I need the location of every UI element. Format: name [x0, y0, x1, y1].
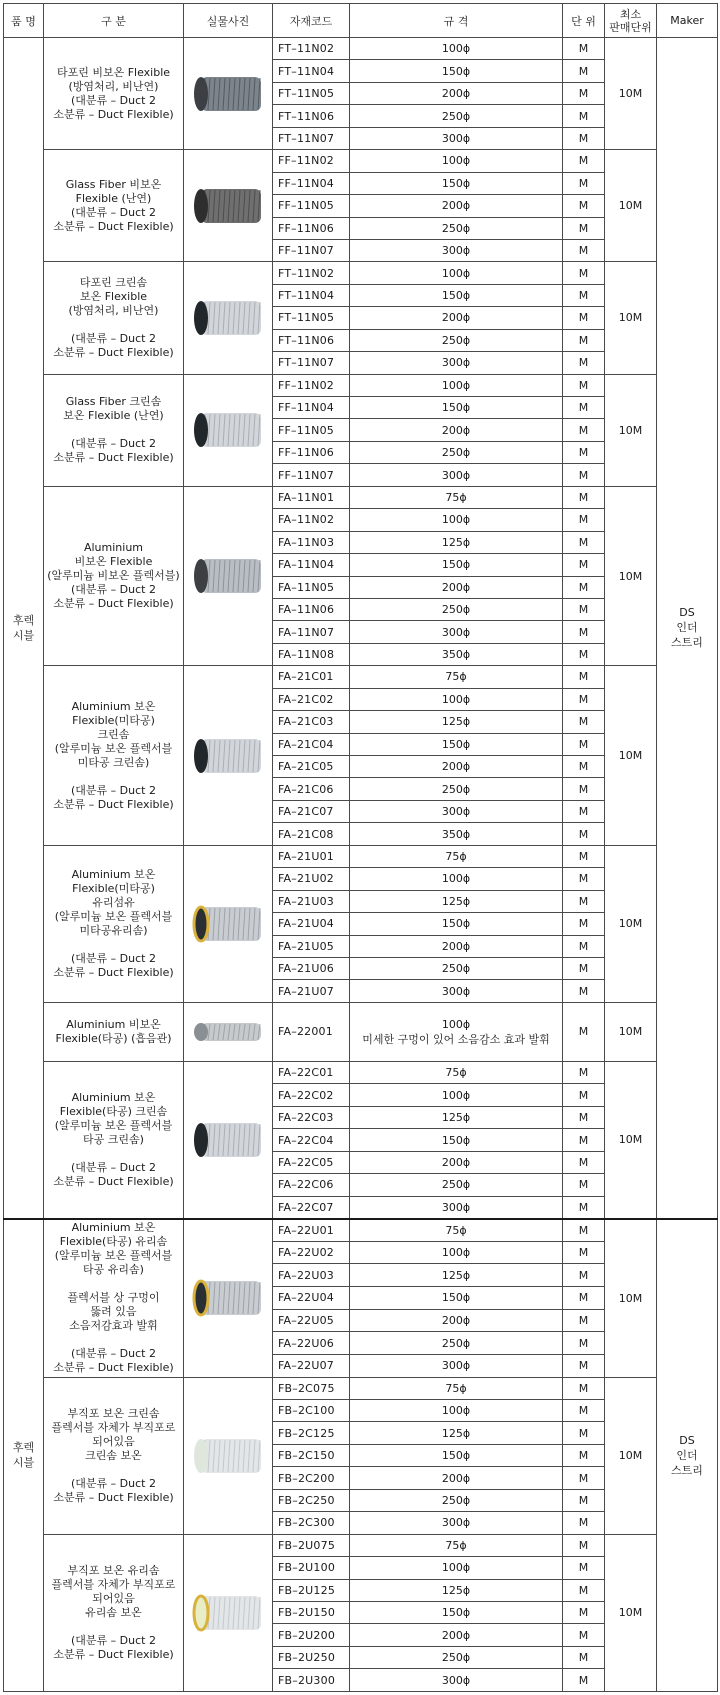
spec-value: 100ɸ: [350, 688, 563, 710]
material-code: FA–22U01: [273, 1219, 350, 1242]
table-row: [4, 1061, 718, 1083]
aluminium-insulated-duct-icon: [189, 1118, 267, 1162]
spec-value: 125ɸ: [350, 1106, 563, 1128]
unit-value: M: [563, 374, 605, 396]
material-code: FA–22C07: [273, 1196, 350, 1218]
spec-value: 200ɸ: [350, 1309, 563, 1332]
nonwoven-duct-icon: [189, 1434, 267, 1478]
spec-value: 250ɸ: [350, 778, 563, 800]
spec-value: 150ɸ: [350, 397, 563, 419]
spec-value: 100ɸ 미세한 구멍이 있어 소음감소 효과 발휘: [350, 1002, 563, 1061]
spec-value: 300ɸ: [350, 352, 563, 374]
spec-value: 100ɸ: [350, 262, 563, 284]
spec-value: 125ɸ: [350, 1264, 563, 1287]
material-code: FA–11N05: [273, 576, 350, 598]
material-code: FA–11N01: [273, 486, 350, 508]
material-code: FF–11N07: [273, 464, 350, 486]
spec-value: 200ɸ: [350, 195, 563, 217]
unit-value: M: [563, 105, 605, 127]
table-row: [4, 1219, 718, 1242]
spec-value: 100ɸ: [350, 509, 563, 531]
insulated-duct-icon: [189, 408, 267, 452]
material-code: FA–11N04: [273, 554, 350, 576]
spec-value: 300ɸ: [350, 621, 563, 643]
spec-value: 250ɸ: [350, 957, 563, 979]
material-code: FA–11N02: [273, 509, 350, 531]
unit-value: M: [563, 1106, 605, 1128]
header-row: [4, 4, 718, 38]
spec-value: 150ɸ: [350, 913, 563, 935]
header-min-unit: 최소 판매단위: [605, 4, 657, 38]
unit-value: M: [563, 1196, 605, 1218]
header-code: 자재코드: [273, 4, 350, 38]
unit-value: M: [563, 756, 605, 778]
unit-value: M: [563, 1264, 605, 1287]
spec-value: 250ɸ: [350, 217, 563, 239]
unit-value: M: [563, 800, 605, 822]
unit-value: M: [563, 1422, 605, 1444]
spec-value: 200ɸ: [350, 419, 563, 441]
material-code: FA–21U05: [273, 935, 350, 957]
material-code: FF–11N07: [273, 239, 350, 261]
header-category: 구 분: [44, 4, 184, 38]
header-spec: 규 격: [350, 4, 563, 38]
product-photo-cell: [184, 845, 273, 1002]
unit-value: M: [563, 957, 605, 979]
min-sale-unit: 10M: [605, 262, 657, 374]
insulated-duct-icon: [189, 296, 267, 340]
material-code: FA–21C08: [273, 823, 350, 845]
min-sale-unit: 10M: [605, 374, 657, 486]
material-code: FA–22001: [273, 1002, 350, 1061]
unit-value: M: [563, 1174, 605, 1196]
category-description: 부직포 보온 유리솜 플렉서블 자체가 부직포로 되어있음 유리솜 보온 (대분류 – Duct 2 소분류 – Duct Flexible): [44, 1534, 184, 1691]
unit-value: M: [563, 150, 605, 172]
header-product-name: 품 명: [4, 4, 44, 38]
unit-value: M: [563, 913, 605, 935]
min-sale-unit: 10M: [605, 1534, 657, 1691]
unit-value: M: [563, 352, 605, 374]
gray-fiber-duct-icon: [189, 184, 267, 228]
spec-value: 125ɸ: [350, 711, 563, 733]
spec-value: 200ɸ: [350, 1467, 563, 1489]
spec-value: 300ɸ: [350, 1196, 563, 1218]
spec-value: 75ɸ: [350, 1219, 563, 1242]
spec-value: 300ɸ: [350, 800, 563, 822]
spec-value: 150ɸ: [350, 1444, 563, 1466]
unit-value: M: [563, 1377, 605, 1399]
material-code: FA–22C02: [273, 1084, 350, 1106]
unit-value: M: [563, 1241, 605, 1264]
unit-value: M: [563, 397, 605, 419]
spec-value: 75ɸ: [350, 1534, 563, 1556]
material-code: FB–2C125: [273, 1422, 350, 1444]
unit-value: M: [563, 598, 605, 620]
unit-value: M: [563, 172, 605, 194]
material-code: FA–11N08: [273, 643, 350, 665]
material-code: FB–2U125: [273, 1579, 350, 1601]
spec-value: 250ɸ: [350, 329, 563, 351]
material-code: FA–21C07: [273, 800, 350, 822]
spec-value: 250ɸ: [350, 105, 563, 127]
spec-value: 150ɸ: [350, 284, 563, 306]
material-code: FA–22C01: [273, 1061, 350, 1083]
product-photo-cell: [184, 374, 273, 486]
material-code: FT–11N04: [273, 60, 350, 82]
product-photo-cell: [184, 1377, 273, 1534]
unit-value: M: [563, 733, 605, 755]
unit-value: M: [563, 127, 605, 149]
material-code: FB–2U150: [273, 1601, 350, 1623]
unit-value: M: [563, 1061, 605, 1083]
header-unit: 단 위: [563, 4, 605, 38]
table-row: [4, 38, 718, 60]
material-code: FT–11N07: [273, 352, 350, 374]
table-row: [4, 150, 718, 172]
spec-value: 75ɸ: [350, 486, 563, 508]
min-sale-unit: 10M: [605, 38, 657, 150]
category-description: Aluminium 보온 Flexible(타공) 유리솜 (알루미늄 보온 플렉서블 타공 유리솜) 플렉서블 상 구멍이 뚫려 있음 소음저감효과 발휘 (대분류 – Duct 2 소분류 – Duct Flexible): [44, 1219, 184, 1378]
aluminium-duct-icon: [189, 554, 267, 598]
spec-value: 250ɸ: [350, 1174, 563, 1196]
unit-value: M: [563, 1219, 605, 1242]
material-code: FA–22U03: [273, 1264, 350, 1287]
spec-value: 300ɸ: [350, 1669, 563, 1692]
unit-value: M: [563, 1467, 605, 1489]
spec-value: 300ɸ: [350, 980, 563, 1002]
unit-value: M: [563, 1557, 605, 1579]
material-code: FA–21U07: [273, 980, 350, 1002]
unit-value: M: [563, 845, 605, 867]
unit-value: M: [563, 823, 605, 845]
material-code: FB–2U250: [273, 1646, 350, 1668]
product-name-cell: 후렉 시블: [4, 38, 44, 1219]
spec-value: 150ɸ: [350, 172, 563, 194]
material-code: FF–11N06: [273, 441, 350, 463]
unit-value: M: [563, 643, 605, 665]
material-code: FF–11N02: [273, 374, 350, 396]
material-code: FA–21C03: [273, 711, 350, 733]
material-code: FB–2U300: [273, 1669, 350, 1692]
unit-value: M: [563, 1534, 605, 1556]
min-sale-unit: 10M: [605, 666, 657, 846]
unit-value: M: [563, 1444, 605, 1466]
material-code: FT–11N02: [273, 262, 350, 284]
spec-value: 125ɸ: [350, 890, 563, 912]
spec-value: 200ɸ: [350, 1151, 563, 1173]
material-code: FA–21C05: [273, 756, 350, 778]
unit-value: M: [563, 666, 605, 688]
unit-value: M: [563, 1646, 605, 1668]
unit-value: M: [563, 1151, 605, 1173]
material-code: FA–22C05: [273, 1151, 350, 1173]
unit-value: M: [563, 239, 605, 261]
spec-value: 125ɸ: [350, 1579, 563, 1601]
unit-value: M: [563, 82, 605, 104]
spec-value: 300ɸ: [350, 127, 563, 149]
unit-value: M: [563, 329, 605, 351]
unit-value: M: [563, 711, 605, 733]
unit-value: M: [563, 38, 605, 60]
material-code: FT–11N05: [273, 307, 350, 329]
spec-value: 150ɸ: [350, 554, 563, 576]
material-code: FA–22U05: [273, 1309, 350, 1332]
material-code: FB–2C200: [273, 1467, 350, 1489]
spec-value: 250ɸ: [350, 1332, 563, 1355]
material-code: FB–2C075: [273, 1377, 350, 1399]
spec-value: 350ɸ: [350, 823, 563, 845]
unit-value: M: [563, 1354, 605, 1377]
material-code: FF–11N04: [273, 172, 350, 194]
material-code: FA–21C06: [273, 778, 350, 800]
spec-value: 150ɸ: [350, 60, 563, 82]
spec-value: 125ɸ: [350, 1422, 563, 1444]
category-description: Aluminium 보온 Flexible(미타공) 크린솜 (알루미늄 보온 플렉서블 미타공 크린솜) (대분류 – Duct 2 소분류 – Duct Flexible): [44, 666, 184, 846]
min-sale-unit: 10M: [605, 1061, 657, 1218]
dark-foil-duct-icon: [189, 72, 267, 116]
spec-value: 200ɸ: [350, 82, 563, 104]
material-code: FA–11N07: [273, 621, 350, 643]
min-sale-unit: 10M: [605, 1219, 657, 1378]
spec-value: 75ɸ: [350, 666, 563, 688]
material-code: FB–2C100: [273, 1400, 350, 1422]
material-code: FF–11N02: [273, 150, 350, 172]
product-photo-cell: [184, 666, 273, 846]
table-row: [4, 666, 718, 688]
spec-value: 250ɸ: [350, 1489, 563, 1511]
unit-value: M: [563, 217, 605, 239]
header-photo: 실물사진: [184, 4, 273, 38]
material-code: FT–11N06: [273, 105, 350, 127]
spec-value: 250ɸ: [350, 598, 563, 620]
material-code: FT–11N02: [273, 38, 350, 60]
material-code: FA–21U01: [273, 845, 350, 867]
spec-value: 200ɸ: [350, 756, 563, 778]
spec-value: 200ɸ: [350, 307, 563, 329]
material-code: FA–11N03: [273, 531, 350, 553]
category-description: 타포린 비보온 Flexible (방염처리, 비난연) (대분류 – Duct 2 소분류 – Duct Flexible): [44, 38, 184, 150]
material-code: FA–21U03: [273, 890, 350, 912]
unit-value: M: [563, 868, 605, 890]
material-code: FB–2C250: [273, 1489, 350, 1511]
spec-value: 300ɸ: [350, 1512, 563, 1534]
unit-value: M: [563, 1489, 605, 1511]
unit-value: M: [563, 1002, 605, 1061]
spec-value: 75ɸ: [350, 1061, 563, 1083]
min-sale-unit: 10M: [605, 1002, 657, 1061]
material-code: FA–21U02: [273, 868, 350, 890]
unit-value: M: [563, 935, 605, 957]
unit-value: M: [563, 486, 605, 508]
category-description: 부직포 보온 크린솜 플렉서블 자체가 부직포로 되어있음 크린솜 보온 (대분류 – Duct 2 소분류 – Duct Flexible): [44, 1377, 184, 1534]
unit-value: M: [563, 1129, 605, 1151]
material-code: FA–22C03: [273, 1106, 350, 1128]
unit-value: M: [563, 509, 605, 531]
unit-value: M: [563, 307, 605, 329]
table-row: [4, 1534, 718, 1556]
material-code: FT–11N07: [273, 127, 350, 149]
product-name-cell: 후렉 시블: [4, 1219, 44, 1692]
unit-value: M: [563, 576, 605, 598]
material-code: FT–11N06: [273, 329, 350, 351]
spec-value: 200ɸ: [350, 576, 563, 598]
header-maker: Maker: [657, 4, 718, 38]
material-code: FA–22U02: [273, 1241, 350, 1264]
unit-value: M: [563, 419, 605, 441]
unit-value: M: [563, 262, 605, 284]
table-body: [4, 38, 718, 1692]
spec-value: 75ɸ: [350, 1377, 563, 1399]
spec-value: 150ɸ: [350, 1601, 563, 1623]
spec-value: 300ɸ: [350, 1354, 563, 1377]
material-code: FA–11N06: [273, 598, 350, 620]
nonwoven-glasswool-duct-icon: [189, 1591, 267, 1635]
spec-value: 100ɸ: [350, 1557, 563, 1579]
unit-value: M: [563, 1286, 605, 1309]
unit-value: M: [563, 60, 605, 82]
spec-value: 200ɸ: [350, 935, 563, 957]
material-code: FF–11N05: [273, 419, 350, 441]
unit-value: M: [563, 1309, 605, 1332]
unit-value: M: [563, 554, 605, 576]
product-photo-cell: [184, 1219, 273, 1378]
material-code: FT–11N05: [273, 82, 350, 104]
material-code: FA–21U06: [273, 957, 350, 979]
unit-value: M: [563, 1669, 605, 1692]
spec-value: 300ɸ: [350, 464, 563, 486]
material-code: FA–21U04: [273, 913, 350, 935]
product-photo-cell: [184, 486, 273, 666]
spec-value: 250ɸ: [350, 1646, 563, 1668]
unit-value: M: [563, 284, 605, 306]
material-code: FA–22C06: [273, 1174, 350, 1196]
unit-value: M: [563, 688, 605, 710]
material-code: FB–2C150: [273, 1444, 350, 1466]
spec-value: 250ɸ: [350, 441, 563, 463]
spec-value: 150ɸ: [350, 1129, 563, 1151]
aluminium-glasswool-duct-icon: [189, 1276, 267, 1320]
product-photo-cell: [184, 150, 273, 262]
product-photo-cell: [184, 38, 273, 150]
material-code: FA–22U06: [273, 1332, 350, 1355]
material-code: FB–2U075: [273, 1534, 350, 1556]
material-code: FB–2U200: [273, 1624, 350, 1646]
material-code: FA–22C04: [273, 1129, 350, 1151]
unit-value: M: [563, 621, 605, 643]
spec-value: 75ɸ: [350, 845, 563, 867]
material-code: FB–2U100: [273, 1557, 350, 1579]
unit-value: M: [563, 195, 605, 217]
material-code: FA–21C04: [273, 733, 350, 755]
unit-value: M: [563, 1624, 605, 1646]
maker-cell: DS 인더 스트리: [657, 38, 718, 1219]
category-description: Aluminium 보온 Flexible(미타공) 유리섬유 (알루미늄 보온 플렉서블 미타공유리솜) (대분류 – Duct 2 소분류 – Duct Flexible): [44, 845, 184, 1002]
product-photo-cell: [184, 1061, 273, 1218]
category-description: Aluminium 비보온 Flexible(타공) (흡음관): [44, 1002, 184, 1061]
category-description: 타포린 크린솜 보온 Flexible (방염처리, 비난연) (대분류 – Duct 2 소분류 – Duct Flexible): [44, 262, 184, 374]
category-description: Aluminium 보온 Flexible(타공) 크린솜 (알루미늄 보온 플렉서블 타공 크린솜) (대분류 – Duct 2 소분류 – Duct Flexible): [44, 1061, 184, 1218]
unit-value: M: [563, 1400, 605, 1422]
unit-value: M: [563, 890, 605, 912]
aluminium-glasswool-duct-icon: [189, 902, 267, 946]
unit-value: M: [563, 464, 605, 486]
category-description: Glass Fiber 크린솜 보온 Flexible (난연) (대분류 – Duct 2 소분류 – Duct Flexible): [44, 374, 184, 486]
spec-value: 100ɸ: [350, 1400, 563, 1422]
unit-value: M: [563, 980, 605, 1002]
spec-value: 100ɸ: [350, 1241, 563, 1264]
table-row: [4, 374, 718, 396]
unit-value: M: [563, 1512, 605, 1534]
material-code: FB–2C300: [273, 1512, 350, 1534]
spec-value: 125ɸ: [350, 531, 563, 553]
material-code: FA–21C02: [273, 688, 350, 710]
aluminium-insulated-duct-icon: [189, 734, 267, 778]
table-row: [4, 1002, 718, 1061]
product-photo-cell: [184, 262, 273, 374]
table-row: [4, 845, 718, 867]
spec-value: 150ɸ: [350, 1286, 563, 1309]
unit-value: M: [563, 441, 605, 463]
maker-cell: DS 인더 스트리: [657, 1219, 718, 1692]
spec-value: 100ɸ: [350, 868, 563, 890]
min-sale-unit: 10M: [605, 486, 657, 666]
spec-value: 100ɸ: [350, 1084, 563, 1106]
material-code: FF–11N04: [273, 397, 350, 419]
spec-value: 100ɸ: [350, 38, 563, 60]
category-description: Aluminium 비보온 Flexible (알루미늄 비보온 플렉서블) (대분류 – Duct 2 소분류 – Duct Flexible): [44, 486, 184, 666]
perforated-duct-icon: [189, 1010, 267, 1054]
spec-value: 150ɸ: [350, 733, 563, 755]
unit-value: M: [563, 778, 605, 800]
material-code: FT–11N04: [273, 284, 350, 306]
product-photo-cell: [184, 1534, 273, 1691]
category-description: Glass Fiber 비보온 Flexible (난연) (대분류 – Duct 2 소분류 – Duct Flexible): [44, 150, 184, 262]
unit-value: M: [563, 1579, 605, 1601]
spec-value: 200ɸ: [350, 1624, 563, 1646]
spec-value: 300ɸ: [350, 239, 563, 261]
material-code: FA–22U07: [273, 1354, 350, 1377]
material-code: FA–22U04: [273, 1286, 350, 1309]
min-sale-unit: 10M: [605, 845, 657, 1002]
product-photo-cell: [184, 1002, 273, 1061]
table-row: [4, 1377, 718, 1399]
spec-value: 350ɸ: [350, 643, 563, 665]
unit-value: M: [563, 531, 605, 553]
table-row: [4, 262, 718, 284]
min-sale-unit: 10M: [605, 1377, 657, 1534]
material-code: FF–11N05: [273, 195, 350, 217]
material-code: FA–21C01: [273, 666, 350, 688]
unit-value: M: [563, 1332, 605, 1355]
unit-value: M: [563, 1601, 605, 1623]
product-table: [3, 3, 718, 1692]
material-code: FF–11N06: [273, 217, 350, 239]
spec-value: 100ɸ: [350, 150, 563, 172]
spec-value: 100ɸ: [350, 374, 563, 396]
unit-value: M: [563, 1084, 605, 1106]
min-sale-unit: 10M: [605, 150, 657, 262]
table-row: [4, 486, 718, 508]
